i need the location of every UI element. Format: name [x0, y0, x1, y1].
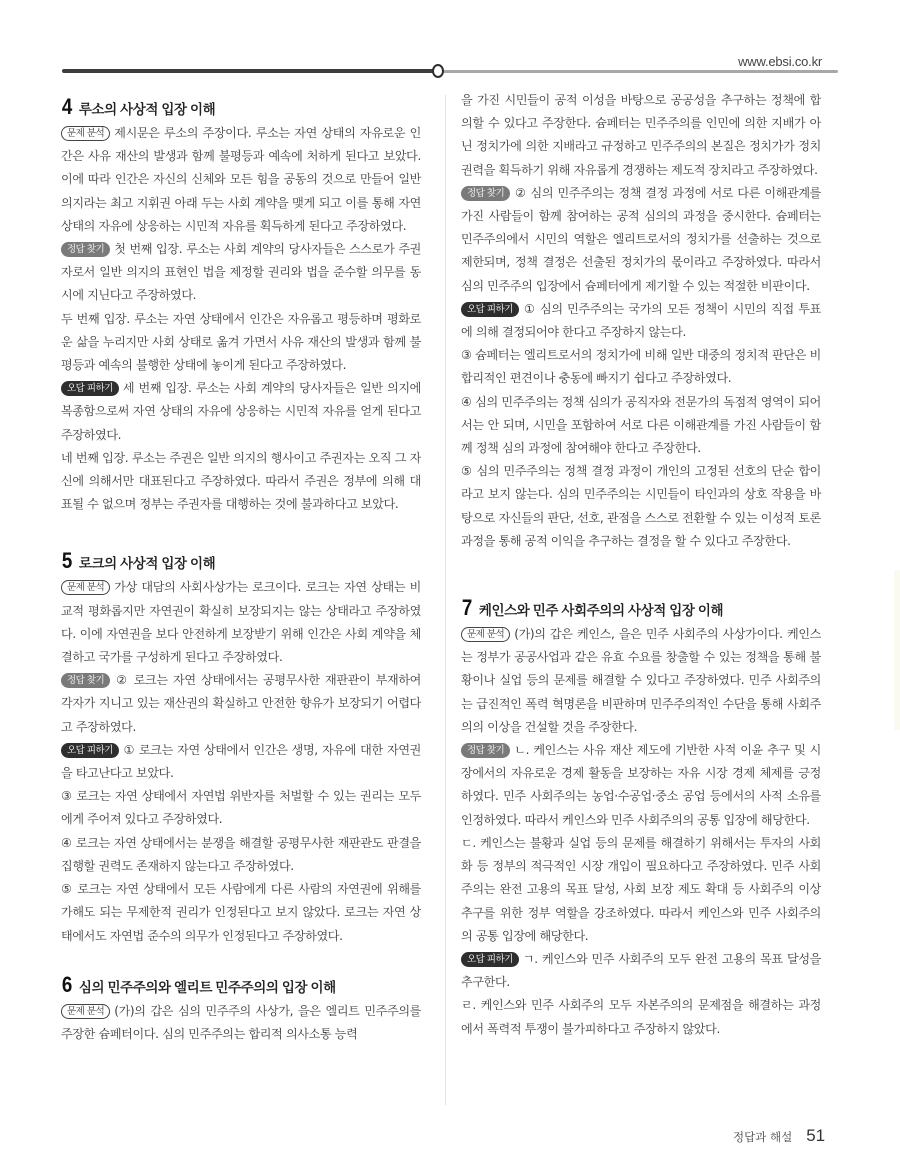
section-number: 7 [461, 595, 472, 621]
page-number: 51 [806, 1126, 826, 1145]
paragraph [461, 89, 821, 182]
analysis-badge: 문제 분석 [61, 126, 110, 141]
wrong-answer-badge: 오답 피하기 [61, 381, 119, 396]
paragraph-text: (가)의 갑은 케인스, 을은 민주 사회주의 사상가이다. 케인스는 정부가 공공사업과 같은 유효 수요를 창출할 수 있는 정책을 통해 불황이나 실업 등의 문제를 해결할 수 있다고 주장하였다. 민주 사회주의는 급진적인 폭력 혁명론을 비판하며 민주주의적인 수단을 통해 사회주의의 이상을 건설할 것을 주장한다. [461, 627, 821, 734]
section-title: 로크의 사상적 입장 이해 [78, 556, 216, 572]
paragraph-text: ⑤ 심의 민주주의는 정책 결정 과정이 개인의 고정된 선호의 단순 합이라고 보지 않는다. 심의 민주주의는 시민들이 타인과의 상호 작용을 바탕으로 자신들의 판단, 선호, 관점을 스스로 전환할 수 있는 이성적 토론 과정을 통해 공적 이익을 추구하는 결정을 할 수 있다고 주장한다. [461, 464, 821, 548]
paragraph-text: 네 번째 입장. 루소는 주권은 일반 의지의 행사이고 주권자는 오직 그 자신에 의해서만 대표된다고 주장하였다. 따라서 주권은 정부에 의해 대표될 수 없으며 정부는 주권자를 대행하는 것에 불과하다고 보았다. [61, 450, 421, 512]
paragraph [461, 832, 821, 948]
section-5 [61, 546, 421, 947]
wrong-answer-badge: 오답 피하기 [461, 952, 519, 967]
section-6-continued [461, 89, 821, 553]
paragraph [61, 832, 421, 878]
section-heading [61, 970, 421, 1000]
section-6 [61, 970, 421, 1046]
paragraph [61, 122, 421, 238]
paragraph [61, 576, 421, 669]
paragraph [61, 447, 421, 517]
wrong-answer-badge: 오답 피하기 [461, 302, 519, 317]
paragraph [461, 298, 821, 344]
paragraph-text: ② 로크는 자연 상태에서는 공평무사한 재판관이 부재하여 각자가 지니고 있는 재산권의 확실하고 안전한 향유가 보장되기 어렵다고 주장하였다. [61, 673, 421, 734]
paragraph-text: ② 심의 민주주의는 정책 결정 과정에 서로 다른 이해관계를 가진 사람들이 함께 참여하는 공적 심의의 과정을 중시한다. 슘페터는 민주주의에서 시민의 역할은 엘리트로서의 정치가를 선출하는 것으로 제한되며, 정책 결정은 선출된 정치가의 몫이라고 주장하였다. 따라서 심의 민주주의 입장에서 슘페터에게 제기할 수 있는 적절한 비판이다. [461, 185, 821, 293]
paragraph-text: 세 번째 입장. 루소는 사회 계약의 당사자들은 일반 의지에 복종함으로써 자연 상태의 자유에 상응하는 시민적 자유를 얻게 된다고 주장하였다. [61, 381, 421, 442]
section-title: 케인스와 민주 사회주의의 사상적 입장 이해 [478, 603, 724, 619]
header-rule-left [62, 69, 437, 73]
section-number: 6 [61, 971, 72, 997]
paragraph-text: (가)의 갑은 심의 민주주의 사상가, 을은 엘리트 민주주의를 주장한 슘페터이다. 심의 민주주의는 합리적 의사소통 능력 [61, 1003, 421, 1041]
paragraph [61, 377, 421, 447]
paragraph [461, 948, 821, 994]
section-7 [461, 593, 821, 1041]
paragraph-text: 첫 번째 입장. 루소는 사회 계약의 당사자들은 스스로가 주권자로서 일반 의지의 표현인 법을 제정할 권리와 법을 준수할 의무를 동시에 지닌다고 주장하였다. [61, 242, 421, 303]
section-heading [61, 546, 421, 576]
paragraph-text: ④ 심의 민주주의는 정책 심의가 공직자와 전문가의 독점적 영역이 되어서는 안 되며, 시민을 포함하여 서로 다른 이해관계를 가진 사람들이 함께 정책 심의 과정에 참여해야 한다고 주장한다. [461, 394, 821, 456]
paragraph [461, 994, 821, 1040]
paragraph-text: ⑤ 로크는 자연 상태에서 모든 사람에게 다른 사람의 자연권에 위해를 가해도 되는 무제한적 권리가 인정된다고 보지 않았다. 로크는 자연 상태에서도 자연법 준수의 의무가 인정된다고 주장하였다. [61, 882, 421, 943]
answer-badge: 정답 찾기 [61, 242, 110, 257]
section-heading [461, 593, 821, 623]
paragraph-text: ㄴ. 케인스는 사유 재산 제도에 기반한 사적 이윤 추구 및 시장에서의 자유로운 경제 활동을 보장하는 자유 시장 경제 체제를 긍정하였다. 민주 사회주의는 농업·수공업·중소 공업 등에서의 사적 소유를 인정하였다. 따라서 케인스와 민주 사회주의의 공통 입장에 해당한다. [461, 743, 821, 827]
paragraph-text: ㄱ. 케인스와 민주 사회주의 모두 완전 고용의 목표 달성을 추구한다. [461, 951, 821, 990]
analysis-badge: 문제 분석 [61, 580, 110, 595]
paragraph-text: 가상 대담의 사회사상가는 로크이다. 로크는 자연 상태는 비교적 평화롭지만 자연권이 확실히 보장되지는 않는 상태라고 주장하였다. 이에 자연권을 보다 안전하게 보장받기 위해 인간은 사회 계약을 체결하고 국가를 구성하게 된다고 주장하였다. [61, 580, 421, 665]
wrong-answer-badge: 오답 피하기 [61, 743, 119, 758]
right-column [461, 89, 821, 1041]
answer-badge: 정답 찾기 [61, 673, 110, 688]
paragraph-text: ① 로크는 자연 상태에서 인간은 생명, 자유에 대한 자연권을 타고난다고 보았다. [61, 742, 421, 781]
paragraph [461, 391, 821, 461]
section-title: 심의 민주주의와 엘리트 민주주의의 입장 이해 [78, 979, 336, 995]
section-number: 5 [61, 548, 72, 574]
paragraph-text: ③ 로크는 자연 상태에서 자연법 위반자를 처벌할 수 있는 권리는 모두에게 주어져 있다고 주장하였다. [61, 789, 421, 827]
paragraph [61, 878, 421, 948]
left-column [61, 92, 421, 1046]
section-heading [61, 92, 421, 122]
paragraph [461, 182, 821, 298]
header-rule-dot [432, 64, 444, 78]
paragraph-text: ① 심의 민주주의는 국가의 모든 정책이 시민의 직접 투표에 의해 결정되어야 한다고 주장하지 않는다. [461, 301, 821, 340]
page-footer [733, 1126, 825, 1146]
answer-badge: 정답 찾기 [461, 743, 510, 758]
paragraph-text: ④ 로크는 자연 상태에서는 분쟁을 해결할 공평무사한 재판관도 판결을 집행할 권력도 존재하지 않는다고 주장하였다. [61, 835, 421, 873]
section-title: 루소의 사상적 입장 이해 [78, 102, 216, 117]
paragraph-text: 제시문은 루소의 주장이다. 루소는 자연 상태의 자유로운 인간은 사유 재산의 발생과 함께 불평등과 예속에 처하게 된다고 보았다. 이에 따라 인간은 자신의 신체와 모든 힘을 공동의 것으로 만들어 일반 의지라는 최고 지휘권 아래 두는 사회 계약을 맺게 되고 이를 통해 자연 상태의 자유에 상응하는 시민적 자유를 획득하게 된다고 주장하였다. [61, 126, 421, 233]
section-number: 4 [61, 94, 72, 119]
paragraph-text: ㄹ. 케인스와 민주 사회주의 모두 자본주의의 문제점을 해결하는 과정에서 폭력적 투쟁이 불가피하다고 주장하지 않았다. [461, 998, 821, 1036]
paragraph [461, 460, 821, 553]
site-url: www.ebsi.co.kr [738, 54, 822, 69]
page-edge-tab [894, 570, 900, 730]
paragraph-text: ㄷ. 케인스는 불황과 실업 등의 문제를 해결하기 위해서는 투자의 사회화 등 정부의 적극적인 시장 개입이 필요하다고 주장하였다. 민주 사회주의는 완전 고용의 목표 달성, 사회 보장 제도 확대 등 사회주의 이상 추구를 위한 정부 역할을 강조하였다. 따라서 케인스와 민주 사회주의의 공통 입장에 해당한다. [461, 835, 821, 943]
paragraph [461, 623, 821, 739]
paragraph [61, 669, 421, 739]
paragraph [61, 785, 421, 831]
answer-badge: 정답 찾기 [461, 186, 510, 201]
paragraph [461, 739, 821, 832]
paragraph-text: 두 번째 입장. 루소는 자연 상태에서 인간은 자유롭고 평등하며 평화로운 삶을 누리지만 사회 상태로 옮겨 가면서 사유 재산의 발생과 함께 불평등과 예속의 불행한 상태에 놓이게 된다고 주장하였다. [61, 311, 421, 373]
section-4 [61, 92, 421, 516]
header-rule-right [442, 70, 838, 73]
footer-label: 정답과 해설 [733, 1130, 793, 1144]
analysis-badge: 문제 분석 [461, 627, 510, 642]
paragraph [61, 308, 421, 378]
paragraph [61, 1000, 421, 1046]
paragraph [61, 238, 421, 308]
analysis-badge: 문제 분석 [61, 1004, 110, 1019]
paragraph-text: ③ 슘페터는 엘리트로서의 정치가에 비해 일반 대중의 정치적 판단은 비합리적인 편견이나 충동에 빠지기 쉽다고 주장하였다. [461, 348, 821, 386]
paragraph [461, 344, 821, 390]
column-divider [445, 95, 446, 1105]
paragraph [61, 739, 421, 785]
paragraph-text: 을 가진 시민들이 공적 이성을 바탕으로 공공성을 추구하는 정책에 합의할 수 있다고 주장한다. 슘페터는 민주주의를 인민에 의한 지배가 아닌 정치가에 의한 지배라고 규정하고 민주주의의 본질은 정치가가 정치권력을 획득하기 위해 자유롭게 경쟁하는 제도적 장치라고 주장하였다. [461, 93, 821, 177]
